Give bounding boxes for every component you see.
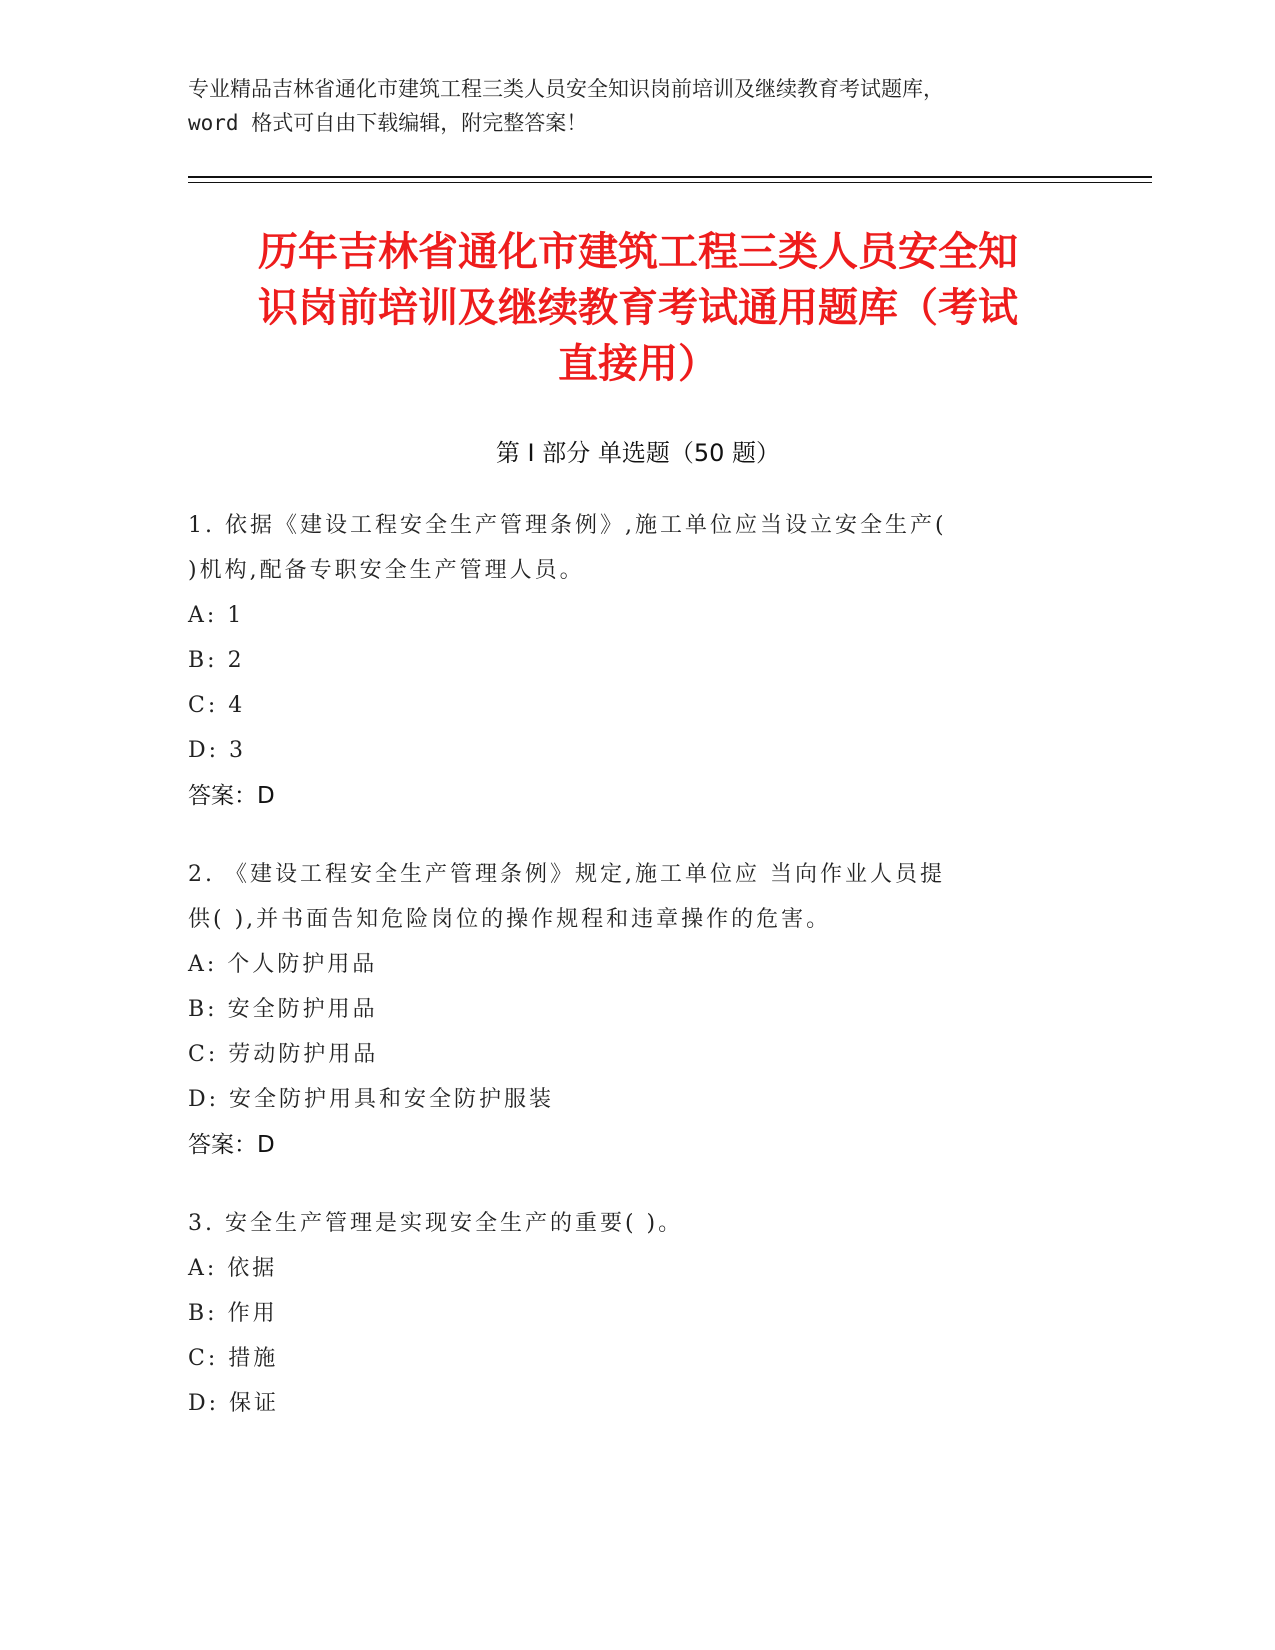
question-2-option-a: A: 个人防护用品: [188, 952, 378, 977]
question-2-answer: 答案：D: [188, 1132, 275, 1158]
header-note-line-1: 专业精品吉林省通化市建筑工程三类人员安全知识岗前培训及继续教育考试题库，: [188, 77, 944, 101]
question-3-option-d: D: 保证: [188, 1391, 280, 1416]
document-title: [188, 224, 1088, 392]
document-title-line-3: 直接用）: [558, 341, 718, 387]
question-3-option-a: A: 依据: [188, 1256, 278, 1281]
question-1-stem-line-1: 1. 依据《建设工程安全生产管理条例》,施工单位应当设立安全生产(: [188, 513, 947, 538]
question-1-option-a: A: 1: [188, 603, 245, 628]
header-divider-thick: [188, 176, 1152, 178]
question-2-option-c: C: 劳动防护用品: [188, 1042, 379, 1067]
question-3-stem-line-1: 3. 安全生产管理是实现安全生产的重要( )。: [188, 1211, 684, 1236]
question-2-option-d: D: 安全防护用具和安全防护服装: [188, 1087, 555, 1112]
question-1: [188, 503, 1088, 819]
question-1-option-b: B: 2: [188, 648, 245, 673]
header-divider-thin: [188, 182, 1152, 183]
header-note-line-2: word 格式可自由下载编辑，附完整答案！: [188, 111, 588, 135]
document-title-line-1: 历年吉林省通化市建筑工程三类人员安全知: [258, 229, 1018, 275]
question-2-stem-line-1: 2. 《建设工程安全生产管理条例》规定,施工单位应 当向作业人员提: [188, 862, 945, 887]
question-2-option-b: B: 安全防护用品: [188, 997, 378, 1022]
question-1-stem-line-2: )机构,配备专职安全生产管理人员。: [188, 558, 585, 583]
question-1-option-d: D: 3: [188, 738, 247, 763]
section-title: 第 I 部分 单选题（50 题）: [495, 439, 781, 467]
question-3-option-c: C: 措施: [188, 1346, 279, 1371]
question-2-stem-line-2: 供( ),并书面告知危险岗位的操作规程和违章操作的危害。: [188, 907, 832, 932]
question-2: [188, 852, 1088, 1168]
question-1-answer: 答案：D: [188, 783, 275, 809]
question-3: [188, 1201, 1088, 1426]
document-title-line-2: 识岗前培训及继续教育考试通用题库（考试: [258, 285, 1018, 331]
question-1-option-c: C: 4: [188, 693, 246, 718]
question-3-option-b: B: 作用: [188, 1301, 278, 1326]
header-note: [188, 72, 1088, 140]
